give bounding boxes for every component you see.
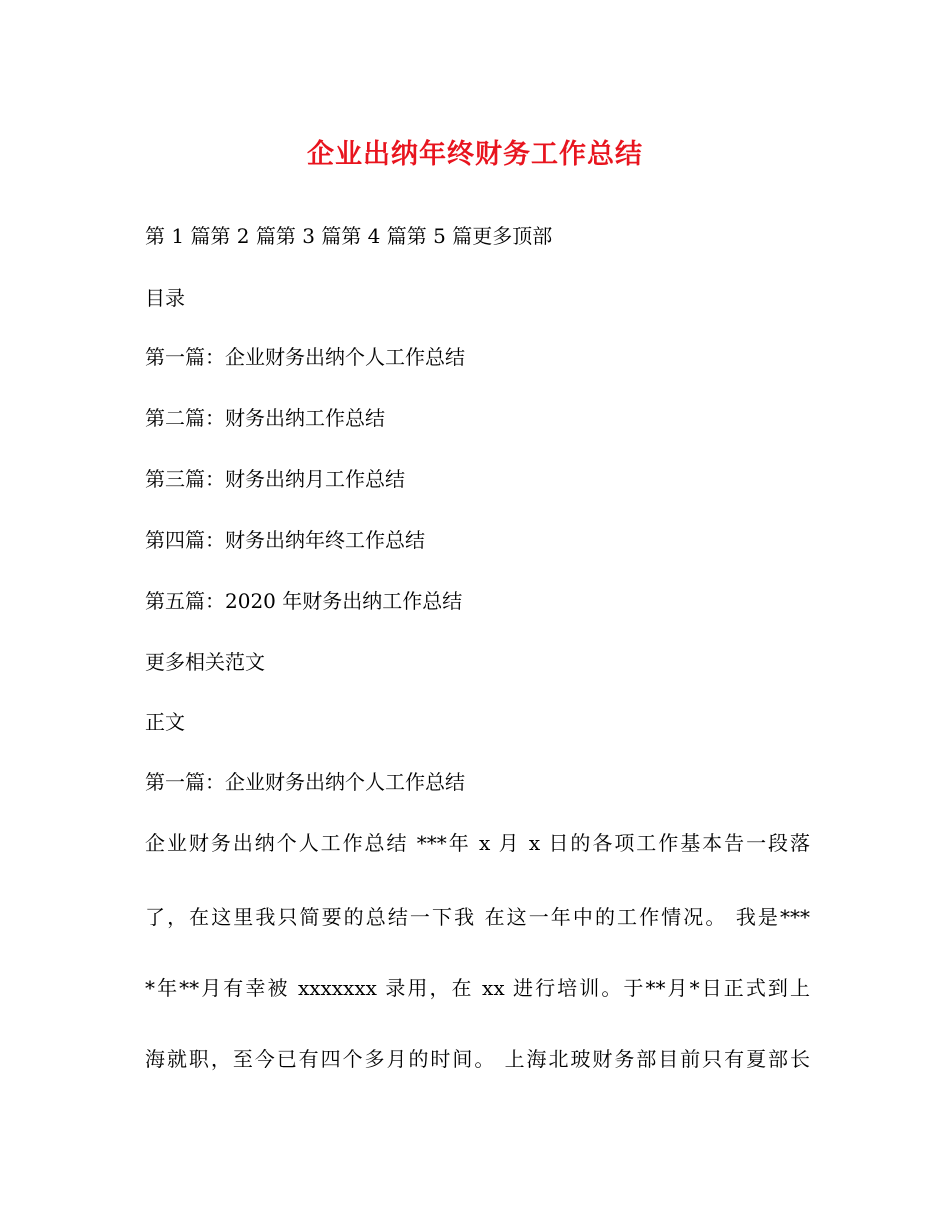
paragraph-line: 企业财务出纳个人工作总结 ***年 x 月 x 日的各项工作基本告一段落: [145, 831, 810, 855]
toc-item: 第二篇：财务出纳工作总结: [145, 406, 385, 430]
toc-item: 第五篇：2020 年财务出纳工作总结: [145, 589, 463, 613]
paragraph-line: 了，在这里我只简要的总结一下我 在这一年中的工作情况。 我是***: [145, 905, 810, 929]
section-heading: 第一篇：企业财务出纳个人工作总结: [145, 770, 465, 794]
toc-item: 第三篇：财务出纳月工作总结: [145, 467, 405, 491]
paragraph-line: 海就职，至今已有四个多月的时间。 上海北玻财务部目前只有夏部长: [145, 1047, 810, 1071]
nav-line: 第 1 篇第 2 篇第 3 篇第 4 篇第 5 篇更多顶部: [145, 224, 553, 248]
paragraph-line: *年**月有幸被 xxxxxxx 录用，在 xx 进行培训。于**月*日正式到上: [145, 976, 810, 1000]
toc-item: 第一篇：企业财务出纳个人工作总结: [145, 345, 465, 369]
more-related: 更多相关范文: [145, 650, 265, 674]
toc-heading: 目录: [145, 286, 185, 310]
document-title: 企业出纳年终财务工作总结: [307, 139, 643, 170]
toc-item: 第四篇：财务出纳年终工作总结: [145, 528, 425, 552]
body-heading: 正文: [145, 710, 185, 734]
